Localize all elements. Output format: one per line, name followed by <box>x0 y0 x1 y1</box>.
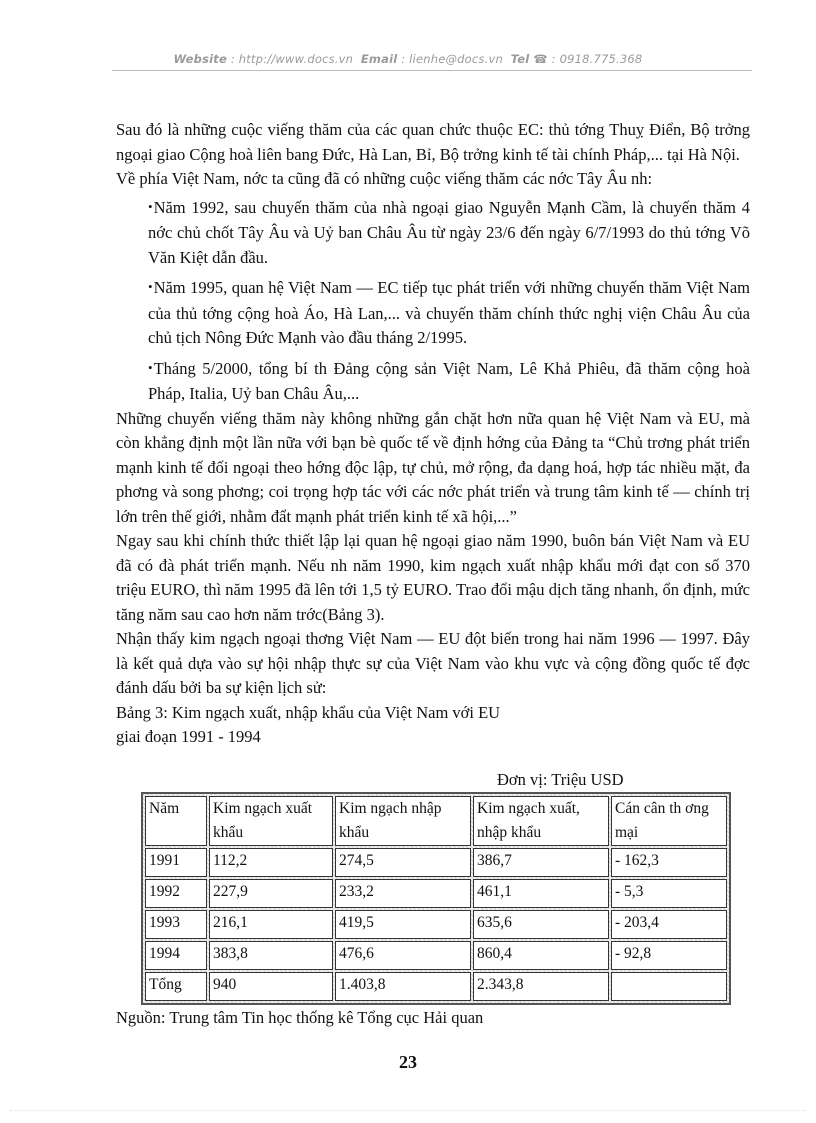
cell-import: 476,6 <box>335 941 471 970</box>
trade-table <box>141 792 731 1005</box>
cell-year: 1994 <box>145 941 207 970</box>
cell-total: 2.343,8 <box>473 972 609 1001</box>
table-subtitle: giai đoạn 1991 - 1994 <box>116 727 261 746</box>
bullet-1995: • Năm 1995, quan hệ Việt Nam — EC tiếp tục phát triển với những chuyến thăm Việt Nam của thủ tớng cộng hoà Áo, Hà Lan,... và chuyến thăm chính thức nghị viện Châu Âu của chủ tịch Nông Đức Mạnh vào đầu tháng 2/1995. <box>148 276 750 351</box>
cell-total: 386,7 <box>473 848 609 877</box>
table-title: Bảng 3: Kim ngạch xuất, nhập khẩu của Việt Nam với EU <box>116 702 501 722</box>
header-export: Kim ngạch xuất khẩu <box>209 796 333 846</box>
cell-import: 1.403,8 <box>335 972 471 1001</box>
page-header <box>0 52 816 66</box>
table-row <box>145 879 727 908</box>
cell-balance: - 203,4 <box>611 910 727 939</box>
footer-divider <box>10 1110 806 1111</box>
paragraph-trade-surge: Nhận thấy kim ngạch ngoại thơng Việt Nam — EU đột biến trong hai năm 1996 — 1997. Đây là kết quả dựa vào sự hội nhập thực sự của Việt Nam vào khu vực và cộng đồng quốc tế đợc đánh dấu bởi ba sự kiện lịch sử: <box>116 629 750 697</box>
cell-balance: - 5,3 <box>611 879 727 908</box>
cell-export: 383,8 <box>209 941 333 970</box>
header-divider <box>112 70 752 71</box>
email-label: Email <box>360 52 398 66</box>
bullet-2000: • Tháng 5/2000, tổng bí th Đảng cộng sản Việt Nam, Lê Khả Phiêu, đã thăm cộng hoà Pháp, Italia, Uỷ ban Châu Âu,... <box>148 357 750 407</box>
website-label: Website <box>173 52 227 66</box>
cell-year: 1993 <box>145 910 207 939</box>
cell-year: Tổng <box>145 972 207 1001</box>
table-row-total <box>145 972 727 1001</box>
cell-total: 860,4 <box>473 941 609 970</box>
table-header-row <box>145 796 727 846</box>
cell-balance <box>611 972 727 1001</box>
bullet-1992: • Năm 1992, sau chuyến thăm của nhà ngoại giao Nguyễn Mạnh Cầm, là chuyến thăm 4 nớc chủ chốt Tây Âu và Uỷ ban Châu Âu từ ngày 23/6 đến ngày 6/7/1993 do thủ tớng Võ Văn Kiệt dẫn đầu. <box>148 196 750 271</box>
tel-label: Tel <box>510 52 530 66</box>
website-url[interactable]: : http://www.docs.vn <box>230 52 354 66</box>
header-year: Năm <box>145 796 207 846</box>
cell-balance: - 92,8 <box>611 941 727 970</box>
cell-year: 1991 <box>145 848 207 877</box>
table-row <box>145 941 727 970</box>
page-number: 23 <box>399 1052 417 1072</box>
header-total: Kim ngạch xuất, nhập khẩu <box>473 796 609 846</box>
cell-import: 419,5 <box>335 910 471 939</box>
cell-export: 112,2 <box>209 848 333 877</box>
table-unit: Đơn vị: Triệu USD <box>497 770 624 789</box>
cell-balance: - 162,3 <box>611 848 727 877</box>
paragraph-vietnam-visits: Về phía Việt Nam, nớc ta cũng đã có những cuộc viếng thăm các nớc Tây Âu nh: <box>116 169 653 188</box>
email-value[interactable]: : lienhe@docs.vn <box>401 52 503 66</box>
cell-import: 274,5 <box>335 848 471 877</box>
cell-total: 461,1 <box>473 879 609 908</box>
tel-value: ☎ : 0918.775.368 <box>533 52 643 66</box>
cell-export: 940 <box>209 972 333 1001</box>
paragraph-trade-growth: Ngay sau khi chính thức thiết lập lại quan hệ ngoại giao năm 1990, buôn bán Việt Nam và EU đã có đà phát triển mạnh. Nếu nh năm 1990, kim ngạch xuất nhập khẩu mới đạt con số 370 triệu EURO, thì năm 1995 đã lên tới 1,5 tỷ EURO. Trao đổi mậu dịch tăng nhanh, ổn định, mức tăng năm sau cao hơn năm trớc(Bảng 3). <box>116 531 750 624</box>
cell-import: 233,2 <box>335 879 471 908</box>
cell-export: 216,1 <box>209 910 333 939</box>
header-import: Kim ngạch nhập khẩu <box>335 796 471 846</box>
paragraph-relations: Những chuyến viếng thăm này không những gắn chặt hơn nữa quan hệ Việt Nam và EU, mà còn khẳng định một lần nữa với bạn bè quốc tế về định hớng của Đảng ta “Chủ trơng phát triển mạnh kinh tế đối ngoại theo hớng độc lập, tự chủ, mở rộng, đa dạng hoá, hợp tác nhiều mặt, đa phơng và song phơng; coi trọng hợp tác với các nớc phát triển và trung tâm kinh tế — chính trị lớn trên thế giới, nhằm đẩt mạnh phát triển kinh tế xã hội,...” <box>116 408 750 526</box>
document-body <box>116 118 750 750</box>
table-source: Nguồn: Trung tâm Tin học thống kê Tổng cục Hải quan <box>116 1008 484 1027</box>
table-row <box>145 910 727 939</box>
header-balance: Cán cân th ơng mại <box>611 796 727 846</box>
table-row <box>145 848 727 877</box>
paragraph-official-visits: Sau đó là những cuộc viếng thăm của các quan chức thuộc EC: thủ tớng Thuỵ Điển, Bộ trởng ngoại giao Cộng hoà liên bang Đức, Hà Lan, Bỉ, Bộ trởng kinh tế tài chính Pháp,... tại Hà Nội. <box>116 120 750 164</box>
cell-total: 635,6 <box>473 910 609 939</box>
cell-year: 1992 <box>145 879 207 908</box>
cell-export: 227,9 <box>209 879 333 908</box>
